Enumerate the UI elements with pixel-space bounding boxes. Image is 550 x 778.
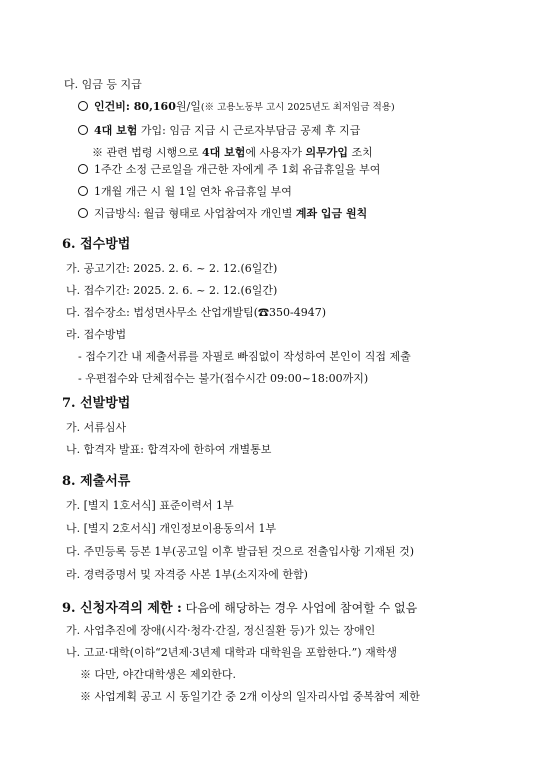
section8-line: 라. 경력증명서 및 자격증 사본 1부(소지자에 한함) (66, 568, 308, 581)
wage-item-insurance-note (92, 146, 373, 160)
section8-title: 8. 제출서류 (62, 474, 131, 489)
section6-line: - 우편접수와 단체접수는 불가(접수시간 09:00~18:00까지) (78, 372, 369, 385)
section6-line: - 접수기간 내 제출서류를 자필로 빠짐없이 작성하여 본인이 직접 제출 (78, 350, 411, 363)
section8-line: 다. 주민등록 등본 1부(공고일 이후 발급된 것으로 전출입사항 기재된 것) (66, 545, 415, 558)
note-mid: 에 사용자가 (245, 146, 306, 159)
insurance-label: 4대 보험 (94, 124, 138, 137)
pay-unit: 원/일 (175, 100, 201, 113)
section6-line: 라. 접수방법 (66, 328, 127, 341)
section9-title-rest: 다음에 해당하는 경우 사업에 참여할 수 없음 (181, 601, 418, 615)
circle-bullet-icon (78, 101, 88, 111)
pay-note: (※ 고용노동부 고시 2025년도 최저임금 적용) (200, 102, 395, 113)
section9-line: ※ 다만, 야간대학생은 제외한다. (80, 668, 236, 681)
wage-item-insurance (78, 124, 360, 138)
note-pre: ※ 관련 법령 시행으로 (92, 146, 202, 159)
section6-line: 가. 공고기간: 2025. 2. 6. ~ 2. 12.(6일간) (66, 262, 278, 275)
circle-bullet-icon (78, 186, 88, 196)
section9-title (62, 600, 417, 617)
circle-bullet-icon (78, 164, 88, 174)
section7-title: 7. 선발방법 (62, 396, 131, 411)
wage-item-payment-method (78, 207, 367, 221)
wage-item-annual-leave (78, 185, 292, 199)
annual-leave-text: 1개월 개근 시 월 1일 연차 유급휴일 부여 (94, 185, 292, 198)
section7-line: 가. 서류심사 (66, 421, 127, 434)
wage-heading: 다. 임금 등 지급 (64, 78, 142, 91)
payment-method-text: 지급방식: 월급 형태로 사업참여자 개인별 (94, 207, 296, 220)
section9-line: 나. 고교·대학(이하“2년제·3년제 대학과 대학원을 포함한다.”) 재학생 (66, 646, 397, 659)
insurance-text: 가입: 임금 지급 시 근로자부담금 공제 후 지급 (137, 124, 361, 137)
payment-method-bold: 계좌 입금 원칙 (295, 207, 368, 220)
circle-bullet-icon (78, 125, 88, 135)
section6-title: 6. 접수방법 (62, 237, 131, 252)
section6-line: 다. 접수장소: 법성면사무소 산업개발팀(☎350-4947) (66, 306, 326, 319)
note-post: 조치 (348, 146, 373, 159)
section8-line: 나. [별지 2호서식] 개인정보이용동의서 1부 (66, 522, 277, 535)
section9-line: 가. 사업추진에 장애(시각·청각·간질, 정신질환 등)가 있는 장애인 (66, 624, 376, 637)
holiday-text: 1주간 소정 근로일을 개근한 자에게 주 1회 유급휴일을 부여 (94, 163, 381, 176)
section6-line: 나. 접수기간: 2025. 2. 6. ~ 2. 12.(6일간) (66, 284, 278, 297)
section9-title-bold: 9. 신청자격의 제한 : (62, 601, 182, 616)
note-bold-mandatory: 의무가입 (305, 146, 349, 159)
pay-label: 인건비: 80,160 (94, 100, 176, 113)
note-bold-insurance: 4대 보험 (202, 146, 246, 159)
section7-line: 나. 합격자 발표: 합격자에 한하여 개별통보 (66, 443, 272, 456)
section8-line: 가. [별지 1호서식] 표준이력서 1부 (66, 499, 234, 512)
section9-line: ※ 사업계획 공고 시 동일기간 중 2개 이상의 일자리사업 중복참여 제한 (80, 690, 420, 703)
circle-bullet-icon (78, 208, 88, 218)
wage-item-holiday (78, 163, 380, 177)
wage-item-pay (78, 100, 395, 115)
